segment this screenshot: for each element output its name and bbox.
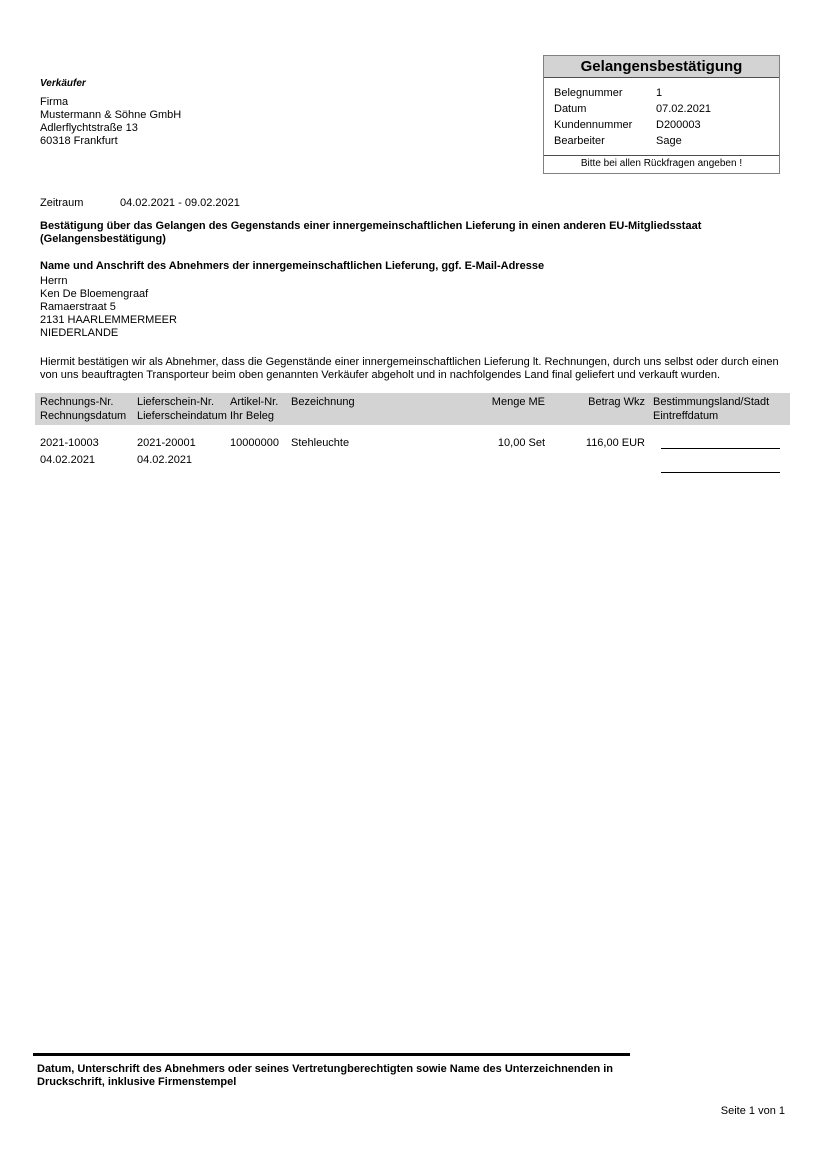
- info-box-fields: [544, 78, 779, 149]
- header-your-doc: Ihr Beleg: [230, 410, 275, 422]
- period-label: Zeitraum: [40, 197, 84, 209]
- header-invoice-date: Rechnungsdatum: [40, 410, 127, 422]
- recipient-country: NIEDERLANDE: [40, 327, 119, 339]
- date-value: 07.02.2021: [656, 103, 712, 115]
- document-title: Gelangensbestätigung: [544, 56, 779, 78]
- info-row-date: [554, 101, 779, 117]
- header-invoice: [40, 395, 137, 423]
- items-table: [35, 393, 790, 469]
- header-delivery-note-no: Lieferschein-Nr.: [137, 396, 215, 408]
- seller-line-company-name: Mustermann & Söhne GmbH: [40, 109, 182, 121]
- items-table-header: [35, 393, 790, 425]
- seller-line-street: Adlerflychtstraße 13: [40, 122, 138, 134]
- header-description: Bezeichnung: [291, 396, 355, 408]
- recipient-street: Ramaerstraat 5: [40, 301, 116, 313]
- destination-fill-line: [661, 448, 780, 449]
- info-box-divider: [544, 155, 779, 156]
- seller-label: Verkäufer: [40, 78, 86, 89]
- header-destination: [645, 395, 790, 423]
- seller-block: [40, 78, 340, 148]
- info-row-customer-number: [554, 117, 779, 133]
- cell-description: [291, 435, 461, 469]
- page-indicator: Seite 1 von 1: [720, 1105, 785, 1117]
- header-amount: Betrag Wkz: [588, 396, 645, 408]
- header-invoice-no: Rechnungs-Nr.: [40, 396, 114, 408]
- item-description: Stehleuchte: [291, 437, 350, 449]
- invoice-no: 2021-10003: [40, 437, 99, 449]
- info-box: [543, 55, 780, 174]
- seller-line-company-prefix: Firma: [40, 96, 69, 108]
- confirmation-heading: Bestätigung über das Gelangen des Gegenstands einer innergemeinschaftlichen Lieferung in einen anderen EU-Mitgliedsstaat (Gelangensbestätigung): [40, 220, 702, 245]
- header-destination-country: Bestimmungsland/Stadt: [653, 396, 770, 408]
- header-article: [230, 395, 291, 423]
- confirmation-statement: Hiermit bestätigen wir als Abnehmer, dass die Gegenstände einer innergemeinschaftlichen Lieferung lt. Rechnungen, durch uns selbst oder durch einen von uns beauftragten Transporteur beim oben genannten Verkäufer abgeholt und in nachfolgendes Land final geliefert und verkauft wurden.: [40, 356, 779, 381]
- cell-delivery-note: [137, 435, 230, 469]
- article-no: 10000000: [230, 437, 279, 449]
- cell-quantity: [461, 435, 545, 469]
- clerk-value: Sage: [656, 135, 682, 147]
- header-delivery-note: [137, 395, 230, 423]
- customer-number-value: D200003: [656, 119, 701, 131]
- invoice-date: 04.02.2021: [40, 454, 96, 466]
- seller-line-city: 60318 Frankfurt: [40, 135, 118, 147]
- recipient-heading: Name und Anschrift des Abnehmers der innergemeinschaftlichen Lieferung, ggf. E-Mail-Adresse: [40, 260, 545, 272]
- cell-invoice: [40, 435, 137, 469]
- customer-number-label: Kundennummer: [554, 119, 633, 131]
- cell-article: [230, 435, 291, 469]
- item-quantity: 10,00 Set: [497, 437, 545, 449]
- cell-amount: [545, 435, 645, 469]
- document-number-value: 1: [656, 87, 663, 99]
- info-box-note: Bitte bei allen Rückfragen angeben !: [580, 158, 743, 169]
- signature-line: [33, 1053, 630, 1056]
- table-row: [35, 425, 790, 469]
- arrival-date-fill-line: [661, 472, 780, 473]
- header-quantity: Menge ME: [491, 396, 545, 408]
- recipient-city: 2131 HAARLEMMERMEER: [40, 314, 177, 326]
- period-value: 04.02.2021 - 09.02.2021: [120, 197, 240, 209]
- header-delivery-note-date: Lieferscheindatum: [137, 410, 227, 422]
- item-amount: 116,00 EUR: [585, 437, 645, 449]
- recipient-address-block: [40, 275, 440, 340]
- recipient-salutation: Herrn: [40, 275, 68, 287]
- document-number-label: Belegnummer: [554, 87, 623, 99]
- cell-destination: [645, 435, 790, 469]
- header-article-no: Artikel-Nr.: [230, 396, 279, 408]
- date-label: Datum: [554, 103, 587, 115]
- delivery-note-no: 2021-20001: [137, 437, 196, 449]
- header-arrival-date: Eintreffdatum: [653, 410, 719, 422]
- info-row-clerk: [554, 133, 779, 149]
- clerk-label: Bearbeiter: [554, 135, 605, 147]
- period-row: [40, 197, 240, 209]
- info-row-document-number: [554, 85, 779, 101]
- delivery-note-date: 04.02.2021: [137, 454, 193, 466]
- signature-caption: Datum, Unterschrift des Abnehmers oder seines Vertretungberechtigten sowie Name des Unterzeichnenden in Druckschrift, inklusive Firmenstempel: [37, 1063, 614, 1088]
- recipient-name: Ken De Bloemengraaf: [40, 288, 149, 300]
